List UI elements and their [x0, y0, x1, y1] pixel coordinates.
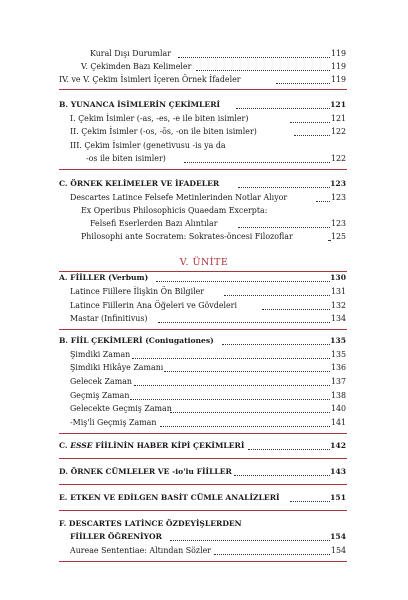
leader-dots	[276, 74, 330, 84]
entry-title: III. Çekim İsimler (genetivusu -is ya da	[70, 141, 226, 150]
entry-title: I. Çekim İsimler (-as, -es, -e ile biten isimler)	[70, 114, 249, 123]
section-title: F. DESCARTES LATİNCE ÖZDEYİŞLERDEN	[59, 519, 242, 528]
leader-dots	[196, 61, 330, 71]
page-number: 122	[330, 127, 346, 136]
page-number: 123	[330, 179, 346, 188]
leader-dots	[178, 48, 330, 58]
page-number: 154	[330, 546, 346, 555]
leader-dots	[328, 231, 330, 241]
entry-title: Felsefi Eserlerden Bazı Alıntılar	[90, 219, 218, 228]
entry-title: Aureae Sententiae: Altından Sözler	[70, 546, 212, 555]
leader-dots	[234, 466, 330, 476]
page-number: 131	[330, 287, 346, 296]
page-number: 122	[330, 154, 346, 163]
toc-entry[interactable]	[0, 349, 408, 361]
leader-dots	[170, 403, 330, 413]
leader-dots	[160, 417, 330, 427]
page-number: 134	[330, 314, 346, 323]
entry-title: V. Çekimden Bazı Kelimeler	[81, 62, 192, 71]
entry-title: Kural Dışı Durumlar	[90, 49, 171, 58]
leader-dots	[238, 218, 330, 228]
leader-dots	[134, 376, 330, 386]
entry-title: Descartes Latince Felsefe Metinlerinden Notlar Alıyor	[70, 193, 288, 202]
entry-title: Latince Fiillere İlişkin Ön Bilgiler	[70, 287, 205, 296]
section-divider	[59, 561, 347, 562]
entry-title: Gelecek Zaman	[70, 377, 133, 386]
leader-dots	[236, 99, 330, 109]
entry-title: Latince Fiillerin Ana Öğeleri ve Gövdeleri	[70, 301, 237, 310]
leader-dots	[132, 349, 330, 359]
page-number: 135	[330, 350, 346, 359]
leader-dots	[170, 531, 330, 541]
toc-entry[interactable]	[0, 74, 408, 86]
toc-entry	[0, 205, 408, 217]
section-divider	[59, 484, 347, 485]
entry-title: Ex Operibus Philosophicis Quaedam Excerpta:	[81, 206, 268, 215]
leader-dots	[184, 153, 330, 163]
toc-entry[interactable]	[0, 313, 408, 325]
entry-title: -Miş'li Geçmiş Zaman	[70, 418, 157, 427]
toc-section[interactable]	[0, 466, 408, 478]
toc-entry[interactable]	[0, 286, 408, 298]
leader-dots	[156, 272, 330, 282]
toc-entry[interactable]	[0, 362, 408, 374]
entry-title: Gelecekte Geçmiş Zaman	[70, 404, 172, 413]
section-divider	[59, 89, 347, 90]
toc-entry[interactable]	[0, 545, 408, 557]
toc-entry[interactable]	[0, 417, 408, 429]
page-number: 143	[330, 467, 346, 476]
page-number: 123	[330, 219, 346, 228]
section-prefix: C.	[59, 441, 71, 450]
leader-dots	[214, 545, 330, 555]
entry-title: II. Çekim İsimler (-os, -ōs, -on ile biten isimler)	[70, 127, 257, 136]
toc-section[interactable]	[0, 272, 408, 284]
section-title: FİİLLER ÖĞRENİYOR	[70, 532, 162, 541]
leader-dots	[238, 178, 330, 188]
toc-section[interactable]	[0, 531, 408, 543]
section-title: C. ÖRNEK KELİMELER VE İFADELER	[59, 179, 220, 188]
unit-title: V. ÜNİTE	[179, 257, 229, 268]
page-number: 121	[330, 100, 346, 109]
toc-entry[interactable]	[0, 61, 408, 73]
page-number: 130	[330, 273, 346, 282]
section-divider	[59, 458, 347, 459]
toc-section	[0, 518, 408, 530]
toc-entry[interactable]	[0, 192, 408, 204]
leader-dots	[316, 192, 330, 202]
section-italic: ESSE	[70, 441, 93, 450]
entry-title: -os ile biten isimler)	[86, 154, 166, 163]
leader-dots	[222, 335, 330, 345]
page-number: 140	[330, 404, 346, 413]
section-title: A. FİİLLER (Verbum)	[59, 273, 149, 282]
section-title: E. ETKEN VE EDİLGEN BASİT CÜMLE ANALİZLERİ	[59, 493, 280, 502]
page-number: 151	[330, 493, 346, 502]
section-title	[59, 440, 244, 452]
page-number: 136	[330, 363, 346, 372]
page-number: 121	[330, 114, 346, 123]
page-number: 125	[330, 232, 346, 241]
page-number: 123	[330, 193, 346, 202]
toc-entry[interactable]	[0, 403, 408, 415]
leader-dots	[290, 113, 330, 123]
page-number: 119	[330, 49, 346, 58]
toc-section[interactable]	[0, 178, 408, 190]
entry-title: Philosophi ante Socratem: Sokrates-öncesi Filozoflar	[81, 232, 293, 241]
leader-dots	[224, 286, 330, 296]
toc-entry[interactable]	[0, 48, 408, 60]
toc-section[interactable]	[0, 440, 408, 452]
page-number: 135	[330, 336, 346, 345]
entry-title: Şimdiki Hikâye Zamanı	[70, 363, 164, 372]
section-title: B. YUNANCA İSİMLERİN ÇEKİMLERİ	[59, 100, 221, 109]
toc-entry[interactable]	[0, 300, 408, 312]
leader-dots	[290, 492, 330, 502]
toc-section[interactable]	[0, 335, 408, 347]
entry-title: IV. ve V. Çekim İsimleri İçeren Örnek İfadeler	[59, 75, 241, 84]
page-number: 154	[330, 532, 346, 541]
page-number: 141	[330, 418, 346, 427]
page-number: 132	[330, 301, 346, 310]
section-divider	[59, 510, 347, 511]
page-number: 142	[330, 441, 346, 450]
page-number: 119	[330, 62, 346, 71]
toc-entry[interactable]	[0, 153, 408, 165]
toc-section[interactable]	[0, 492, 408, 504]
entry-title: Geçmiş Zaman	[70, 391, 130, 400]
section-title: B. FİİL ÇEKİMLERİ (Coniugationes)	[59, 336, 214, 345]
toc-section[interactable]	[0, 99, 408, 111]
toc-entry[interactable]	[0, 390, 408, 402]
section-divider	[59, 433, 347, 434]
section-title: D. ÖRNEK CÜMLELER VE -io'lu FİİLLER	[59, 467, 232, 476]
toc-entry[interactable]	[0, 218, 408, 230]
toc-entry[interactable]	[0, 126, 408, 138]
leader-dots	[158, 313, 330, 323]
toc-entry	[0, 140, 408, 152]
entry-title: Mastar (Infinitivus)	[70, 314, 148, 323]
section-suffix: FİİLİNİN HABER KİPİ ÇEKİMLERİ	[92, 441, 245, 450]
page-number: 137	[330, 377, 346, 386]
page-number: 138	[330, 391, 346, 400]
leader-dots	[262, 300, 330, 310]
section-divider	[59, 329, 347, 330]
section-divider	[59, 169, 347, 170]
page-number: 119	[330, 75, 346, 84]
leader-dots	[294, 126, 330, 136]
toc-entry[interactable]	[0, 113, 408, 125]
toc-entry[interactable]	[0, 231, 408, 243]
leader-dots	[164, 362, 330, 372]
leader-dots	[130, 390, 330, 400]
toc-entry[interactable]	[0, 376, 408, 388]
leader-dots	[248, 440, 330, 450]
entry-title: Şimdiki Zaman	[70, 350, 131, 359]
